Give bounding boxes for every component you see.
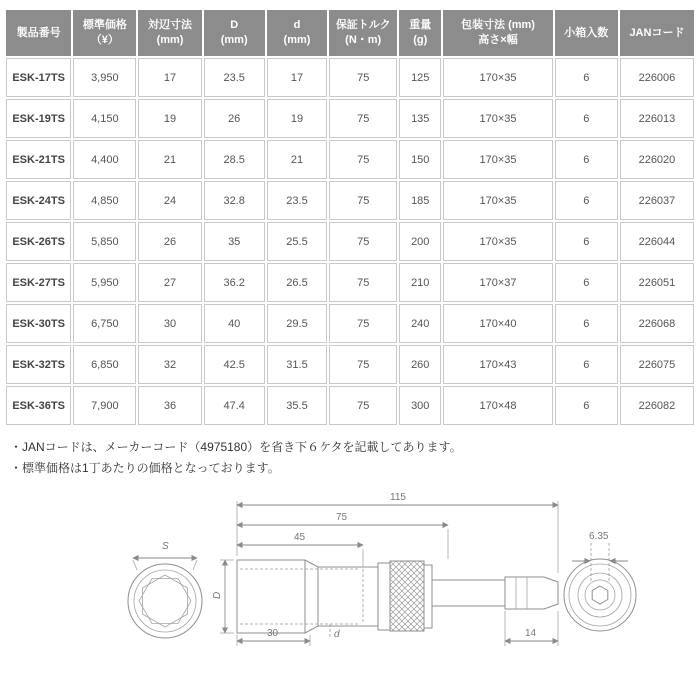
table-cell: 7,900 (73, 386, 136, 425)
dim-label-30: 30 (267, 628, 279, 639)
table-cell: 6 (555, 58, 618, 97)
dim-label-75: 75 (336, 512, 348, 523)
table-cell: 36.2 (204, 263, 265, 302)
note-item: ・標準価格は1丁あたりの価格となっております。 (10, 461, 280, 475)
table-cell: 170×35 (443, 222, 552, 261)
column-header: JANコード (620, 10, 694, 56)
table-cell: 36 (138, 386, 201, 425)
table-cell: 26.5 (267, 263, 327, 302)
product-number-cell: ESK-21TS (6, 140, 71, 179)
table-cell: 23.5 (267, 181, 327, 220)
table-body (6, 58, 694, 425)
table-row (6, 345, 694, 384)
table-cell: 31.5 (267, 345, 327, 384)
table-cell: 5,950 (73, 263, 136, 302)
table-cell: 27 (138, 263, 201, 302)
dim-label-d-upper: D (212, 591, 223, 599)
table-cell: 240 (399, 304, 441, 343)
column-header: D (mm) (204, 10, 265, 56)
note-item: ・JANコードは、メーカーコード（4975180）を省き下６ケタを記載してあります。 (10, 440, 462, 454)
product-number-cell: ESK-19TS (6, 99, 71, 138)
table-cell: 4,150 (73, 99, 136, 138)
table-cell: 26 (204, 99, 265, 138)
socket-front-view (128, 541, 202, 638)
table-cell: 32.8 (204, 181, 265, 220)
table-cell: 75 (329, 140, 397, 179)
table-cell: 200 (399, 222, 441, 261)
table-cell: 226013 (620, 99, 694, 138)
socket-side-view (212, 492, 558, 646)
table-cell: 4,400 (73, 140, 136, 179)
table-cell: 210 (399, 263, 441, 302)
table-cell: 21 (267, 140, 327, 179)
table-cell: 135 (399, 99, 441, 138)
table-cell: 300 (399, 386, 441, 425)
table-cell: 3,950 (73, 58, 136, 97)
table-cell: 75 (329, 222, 397, 261)
table-cell: 19 (267, 99, 327, 138)
table-cell: 170×35 (443, 181, 552, 220)
table-cell: 6,750 (73, 304, 136, 343)
dim-label-14: 14 (525, 628, 537, 639)
dim-label-hex: 6.35 (589, 531, 609, 542)
table-cell: 170×43 (443, 345, 552, 384)
table-cell: 6 (555, 263, 618, 302)
table-cell: 226068 (620, 304, 694, 343)
table-cell: 6 (555, 140, 618, 179)
table-cell: 75 (329, 58, 397, 97)
table-cell: 226044 (620, 222, 694, 261)
table-cell: 6 (555, 181, 618, 220)
table-cell: 6 (555, 386, 618, 425)
table-cell: 226075 (620, 345, 694, 384)
notes-list (0, 437, 700, 479)
column-header: d (mm) (267, 10, 327, 56)
table-cell: 23.5 (204, 58, 265, 97)
table-cell: 226051 (620, 263, 694, 302)
table-cell: 6 (555, 345, 618, 384)
table-cell: 75 (329, 304, 397, 343)
table-cell: 226082 (620, 386, 694, 425)
spec-table (4, 8, 696, 427)
column-header: 重量 (g) (399, 10, 441, 56)
table-cell: 185 (399, 181, 441, 220)
dim-label-45: 45 (294, 532, 306, 543)
product-number-cell: ESK-24TS (6, 181, 71, 220)
table-header-row (6, 10, 694, 56)
table-row (6, 263, 694, 302)
table-row (6, 140, 694, 179)
table-cell: 6 (555, 222, 618, 261)
dimension-drawing (0, 483, 700, 700)
column-header: 対辺寸法 (mm) (138, 10, 201, 56)
table-cell: 170×35 (443, 140, 552, 179)
dim-label-d-lower: d (334, 629, 340, 640)
table-cell: 21 (138, 140, 201, 179)
dim-label-115: 115 (390, 492, 406, 503)
table-row (6, 222, 694, 261)
table-cell: 170×35 (443, 58, 552, 97)
table-cell: 260 (399, 345, 441, 384)
column-header: 小箱入数 (555, 10, 618, 56)
table-cell: 6,850 (73, 345, 136, 384)
table-cell: 17 (138, 58, 201, 97)
table-cell: 75 (329, 99, 397, 138)
table-head (6, 10, 694, 56)
table-row (6, 58, 694, 97)
product-number-cell: ESK-26TS (6, 222, 71, 261)
table-cell: 19 (138, 99, 201, 138)
table-cell: 170×40 (443, 304, 552, 343)
table-cell: 40 (204, 304, 265, 343)
table-cell: 30 (138, 304, 201, 343)
product-number-cell: ESK-30TS (6, 304, 71, 343)
product-number-cell: ESK-32TS (6, 345, 71, 384)
product-number-cell: ESK-17TS (6, 58, 71, 97)
table-cell: 75 (329, 345, 397, 384)
table-cell: 6 (555, 99, 618, 138)
table-cell: 42.5 (204, 345, 265, 384)
table-cell: 170×48 (443, 386, 552, 425)
column-header: 製品番号 (6, 10, 71, 56)
table-cell: 32 (138, 345, 201, 384)
product-number-cell: ESK-27TS (6, 263, 71, 302)
table-cell: 170×35 (443, 99, 552, 138)
table-cell: 35 (204, 222, 265, 261)
table-cell: 4,850 (73, 181, 136, 220)
table-cell: 24 (138, 181, 201, 220)
table-cell: 6 (555, 304, 618, 343)
table-row (6, 304, 694, 343)
table-cell: 150 (399, 140, 441, 179)
table-cell: 125 (399, 58, 441, 97)
table-cell: 226006 (620, 58, 694, 97)
table-cell: 170×37 (443, 263, 552, 302)
table-cell: 75 (329, 181, 397, 220)
table-cell: 75 (329, 263, 397, 302)
table-cell: 26 (138, 222, 201, 261)
socket-rear-view (564, 531, 636, 631)
table-row (6, 99, 694, 138)
table-cell: 5,850 (73, 222, 136, 261)
product-number-cell: ESK-36TS (6, 386, 71, 425)
table-cell: 75 (329, 386, 397, 425)
table-cell: 29.5 (267, 304, 327, 343)
column-header: 包装寸法 (mm) 高さ×幅 (443, 10, 552, 56)
dim-label-s: S (162, 541, 169, 552)
table-cell: 28.5 (204, 140, 265, 179)
table-cell: 226020 (620, 140, 694, 179)
table-cell: 25.5 (267, 222, 327, 261)
table-cell: 35.5 (267, 386, 327, 425)
table-row (6, 386, 694, 425)
table-cell: 17 (267, 58, 327, 97)
table-cell: 226037 (620, 181, 694, 220)
table-cell: 47.4 (204, 386, 265, 425)
column-header: 標準価格 （¥） (73, 10, 136, 56)
column-header: 保証トルク (N・m) (329, 10, 397, 56)
table-row (6, 181, 694, 220)
